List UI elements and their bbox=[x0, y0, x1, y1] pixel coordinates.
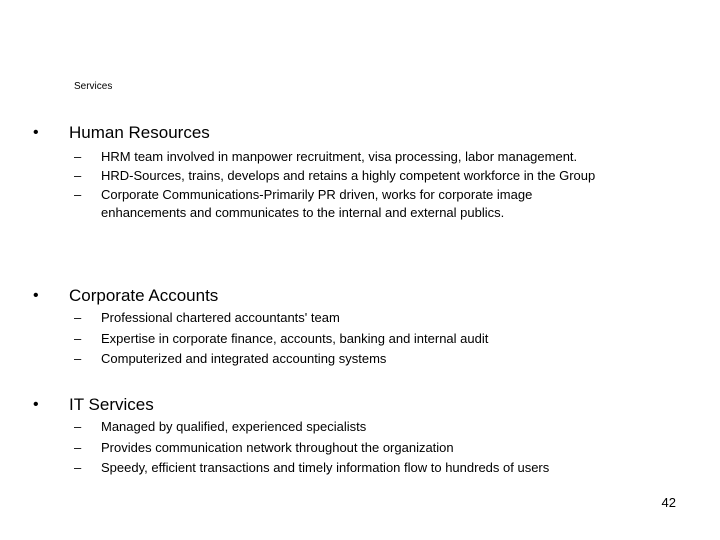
list-item-text: HRM team involved in manpower recruitment, visa processing, labor management. bbox=[101, 149, 578, 164]
dash-icon: – bbox=[74, 439, 82, 455]
sub-list bbox=[74, 308, 614, 370]
list-item bbox=[74, 349, 614, 370]
sub-list bbox=[74, 417, 654, 479]
list-item-text: Provides communication network throughout the organization bbox=[101, 439, 454, 455]
list-item bbox=[74, 167, 599, 186]
list-item-text: Professional chartered accountants' team bbox=[101, 310, 340, 325]
list-item bbox=[74, 308, 614, 329]
bullet-icon: • bbox=[33, 124, 39, 141]
dash-icon: – bbox=[74, 167, 82, 183]
bullet-icon: • bbox=[33, 287, 39, 304]
slide-title: Services bbox=[74, 81, 113, 92]
section-heading: Corporate Accounts bbox=[69, 286, 219, 305]
section-heading: IT Services bbox=[69, 395, 154, 414]
list-item bbox=[74, 186, 599, 224]
dash-icon: – bbox=[74, 186, 82, 202]
dash-icon: – bbox=[74, 149, 82, 164]
dash-icon: – bbox=[74, 310, 82, 325]
list-item bbox=[74, 329, 614, 350]
list-item-text: Managed by qualified, experienced specialists bbox=[101, 419, 367, 434]
dash-icon: – bbox=[74, 351, 82, 366]
page-number: 42 bbox=[661, 495, 676, 510]
list-item bbox=[74, 438, 654, 459]
list-item bbox=[74, 148, 599, 167]
list-item bbox=[74, 458, 654, 479]
list-item-text: Computerized and integrated accounting systems bbox=[101, 351, 387, 366]
list-item-text: Expertise in corporate finance, accounts, banking and internal audit bbox=[101, 330, 489, 346]
list-item-text: Speedy, efficient transactions and timely information flow to hundreds of users bbox=[101, 460, 550, 475]
sub-list bbox=[74, 148, 599, 223]
dash-icon: – bbox=[74, 419, 82, 434]
list-item-text: Corporate Communications-Primarily PR driven, works for corporate image enhancements and communicates to the internal and external publics. bbox=[101, 186, 533, 221]
list-item-text: HRD-Sources, trains, develops and retains a highly competent workforce in the Group bbox=[101, 167, 596, 183]
section-heading: Human Resources bbox=[69, 123, 210, 142]
bullet-icon: • bbox=[33, 396, 39, 413]
dash-icon: – bbox=[74, 460, 82, 475]
dash-icon: – bbox=[74, 330, 82, 346]
list-item bbox=[74, 417, 654, 438]
